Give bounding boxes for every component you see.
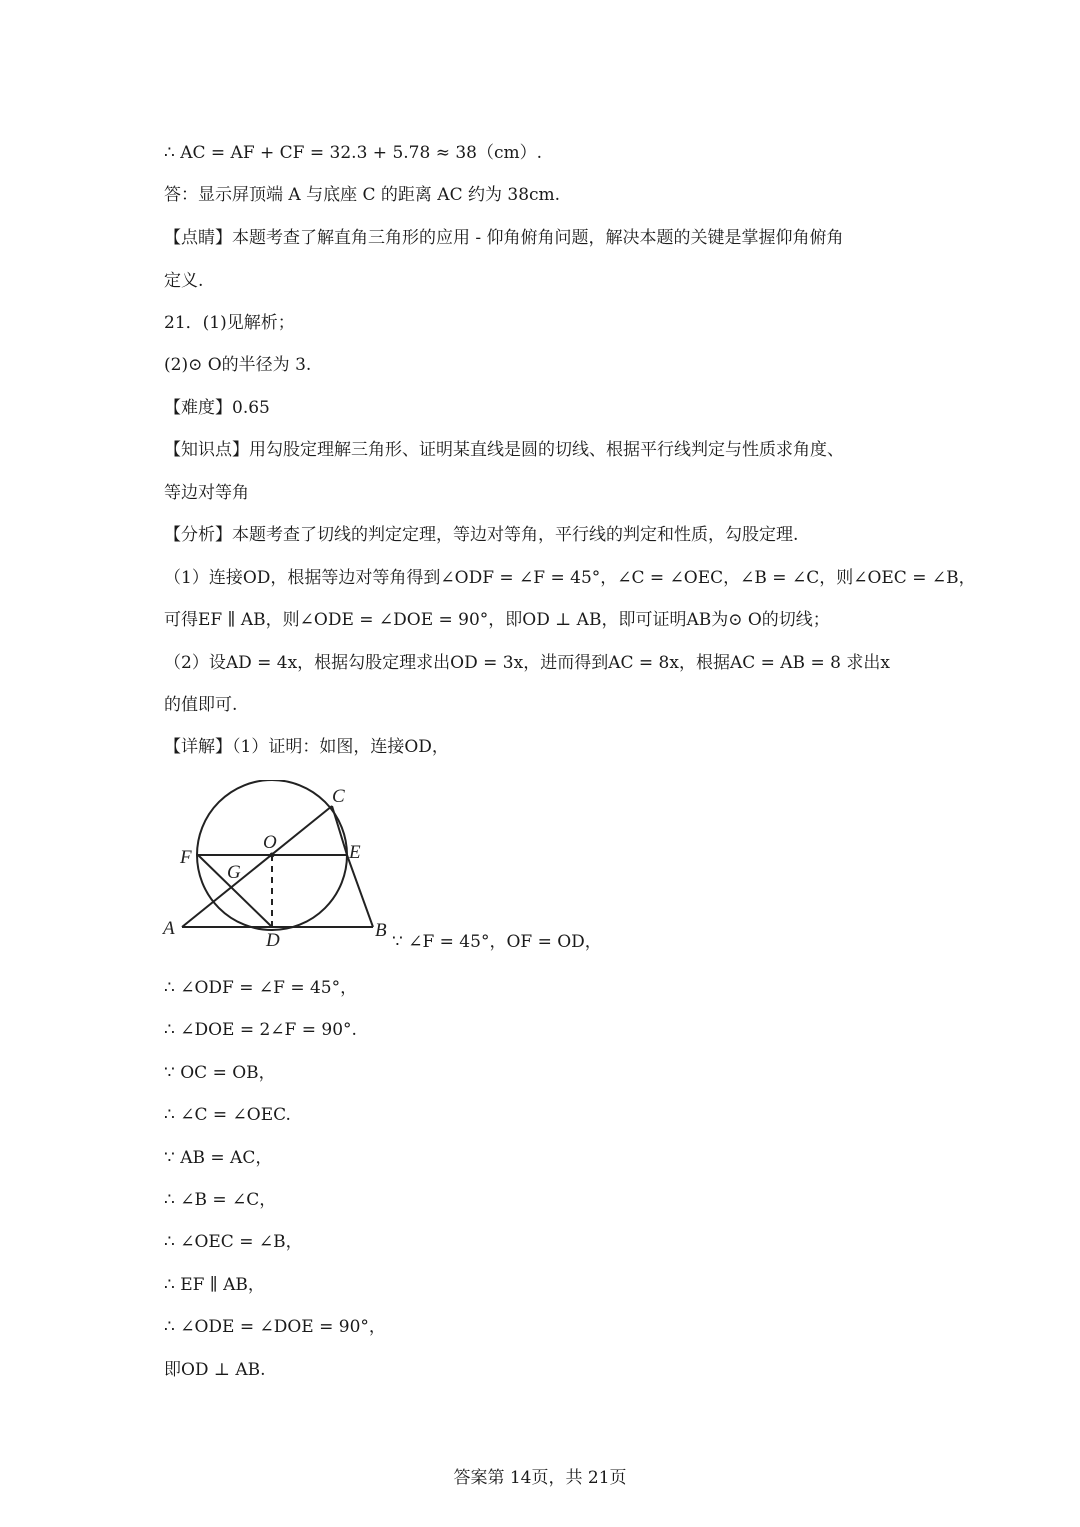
text-line-7: 【难度】0.65 <box>164 398 270 418</box>
text-line-10: 【分析】本题考查了切线的判定定理，等边对等角，平行线的判定和性质，勾股定理. <box>164 525 799 545</box>
label-c: C <box>332 786 345 807</box>
label-g: G <box>227 862 241 883</box>
proof-line-2: ∴ ∠DOE = 2∠F = 90°. <box>164 1020 357 1040</box>
proof-line-6: ∴ ∠B = ∠C， <box>164 1190 277 1210</box>
text-line-5: 21．(1)见解析； <box>164 313 295 333</box>
text-line-4: 定义. <box>164 271 204 291</box>
text-line-14: 的值即可. <box>164 695 238 715</box>
proof-line-5: ∵ AB = AC， <box>164 1148 273 1168</box>
text-line-11: （1）连接OD，根据等边对等角得到∠ODF = ∠F = 45°，∠C = ∠OEC，∠B = ∠C，则∠OEC = ∠B， <box>164 568 976 588</box>
proof-line-4: ∴ ∠C = ∠OEC. <box>164 1105 291 1125</box>
segment-be <box>347 855 373 927</box>
geometry-figure <box>160 780 400 960</box>
proof-line-3: ∵ OC = OB， <box>164 1063 276 1083</box>
page-footer: 答案第 14页，共 21页 <box>453 1468 627 1488</box>
proof-line-8: ∴ EF ∥ AB， <box>164 1275 265 1295</box>
figure-caption: ∵ ∠F = 45°，OF = OD， <box>392 932 602 952</box>
proof-line-10: 即OD ⊥ AB. <box>164 1360 266 1380</box>
text-line-12: 可得EF ∥ AB，则∠ODE = ∠DOE = 90°，即OD ⊥ AB，即可证明AB为⊙ O的切线； <box>164 610 830 630</box>
proof-line-1: ∴ ∠ODF = ∠F = 45°， <box>164 978 358 998</box>
segment-ce <box>332 806 347 855</box>
point-o <box>270 853 275 858</box>
label-a: A <box>163 918 175 939</box>
text-line-8: 【知识点】用勾股定理解三角形、证明某直线是圆的切线、根据平行线判定与性质求角度、 <box>164 440 844 460</box>
label-o: O <box>263 832 277 853</box>
text-line-15: 【详解】（1）证明：如图，连接OD， <box>164 737 449 757</box>
text-line-6: (2)⊙ O的半径为 3. <box>164 355 312 375</box>
text-line-2: 答：显示屏顶端 A 与底座 C 的距离 AC 约为 38cm. <box>164 185 561 205</box>
proof-line-9: ∴ ∠ODE = ∠DOE = 90°， <box>164 1317 386 1337</box>
label-b: B <box>375 920 387 941</box>
text-line-1: ∴ AC = AF + CF = 32.3 + 5.78 ≈ 38（cm）. <box>164 143 543 163</box>
label-f: F <box>180 847 192 868</box>
text-line-13: （2）设AD = 4x，根据勾股定理求出OD = 3x，进而得到AC = 8x，根据AC = AB = 8 求出x <box>164 653 890 673</box>
text-line-9: 等边对等角 <box>164 483 249 503</box>
label-d: D <box>266 930 280 951</box>
label-e: E <box>349 842 361 863</box>
proof-line-7: ∴ ∠OEC = ∠B， <box>164 1232 303 1252</box>
text-line-3: 【点睛】本题考查了解直角三角形的应用 - 仰角俯角问题，解决本题的关键是掌握仰角俯角 <box>164 228 844 248</box>
